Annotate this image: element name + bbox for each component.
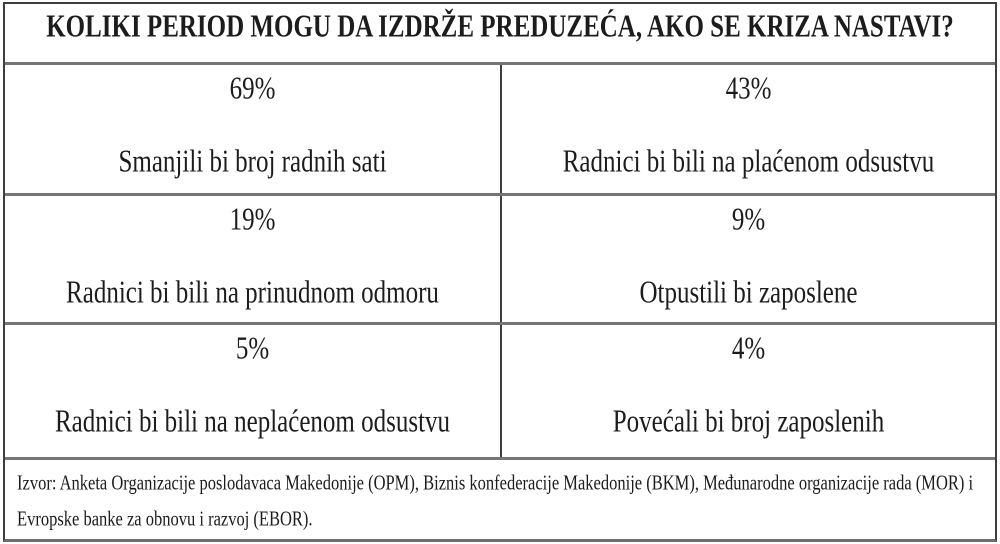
cell-label: Radnici bi bili na prinudnom odmoru bbox=[66, 276, 439, 310]
cell-smanjili-sati bbox=[5, 65, 500, 193]
cell-percentage: 19% bbox=[229, 203, 276, 237]
cell-label: Radnici bi bili na neplaćenom odsustvu bbox=[54, 405, 451, 439]
cell-label: Smanjili bi broj radnih sati bbox=[118, 145, 387, 179]
cell-percentage: 69% bbox=[229, 72, 276, 106]
source-row bbox=[5, 457, 995, 539]
table-row bbox=[5, 322, 995, 457]
cell-percentage: 5% bbox=[235, 332, 270, 366]
cell-label: Povećali bi broj zaposlenih bbox=[612, 405, 885, 439]
survey-results-table bbox=[3, 2, 997, 542]
cell-placeno-odsustvo bbox=[500, 65, 995, 193]
table-title: KOLIKI PERIOD MOGU DA IZDRŽE PREDUZEĆA, AKO SE KRIZA NASTAVI? bbox=[46, 10, 954, 44]
cell-label: Otpustili bi zaposlene bbox=[639, 276, 858, 310]
cell-percentage: 9% bbox=[731, 203, 766, 237]
cell-percentage: 43% bbox=[725, 72, 772, 106]
cell-prinudni-odmor bbox=[5, 196, 500, 322]
table-title-row bbox=[5, 4, 995, 62]
table-grid bbox=[5, 62, 995, 457]
cell-neplaceno-odsustvo bbox=[5, 325, 500, 457]
table-row bbox=[5, 62, 995, 193]
cell-percentage: 4% bbox=[731, 332, 766, 366]
cell-otpustili-zaposlene bbox=[500, 196, 995, 322]
source-note: Izvor: Anketa Organizacije poslodavaca Makedonije (OPM), Biznis konfederacije Makedonije (BKM), Međunarodne organizacije rada (MOR) i Evropske banke za obnovu i razvoj (EBOR). bbox=[17, 470, 974, 531]
cell-povecali-zaposlene bbox=[500, 325, 995, 457]
cell-label: Radnici bi bili na plaćenom odsustvu bbox=[562, 145, 935, 179]
table-row bbox=[5, 193, 995, 322]
